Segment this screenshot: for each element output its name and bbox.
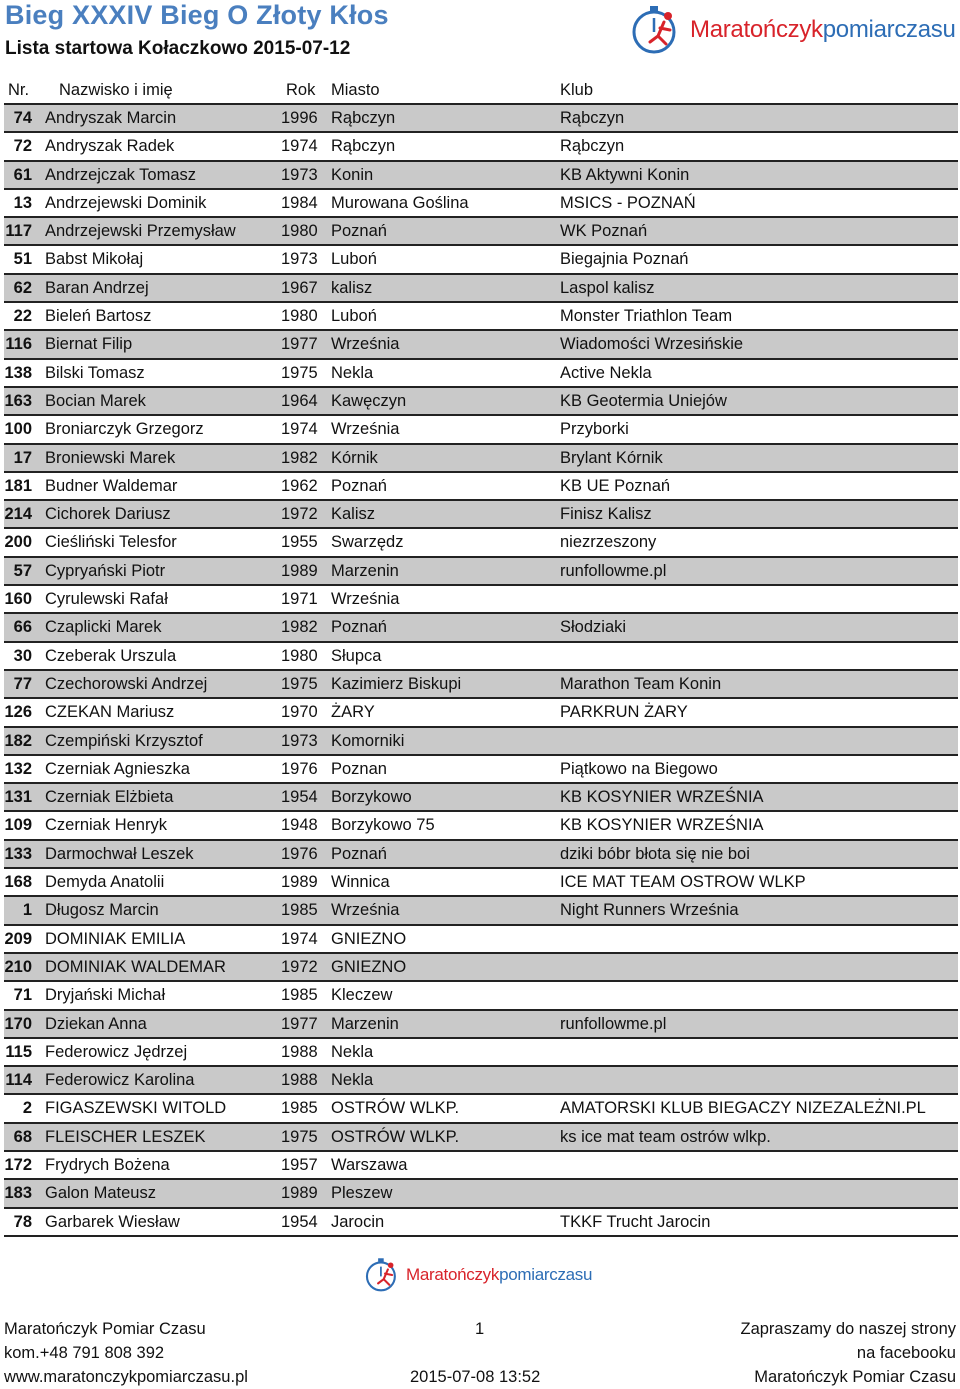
cell-year: 1985 [281, 986, 318, 1005]
cell-club: Marathon Team Konin [560, 674, 722, 693]
cell-year: 1967 [281, 278, 318, 297]
cell-city: Konin [331, 165, 374, 184]
cell-name: Darmochwał Leszek [45, 844, 194, 863]
cell-city: Września [331, 335, 400, 354]
table-row [4, 841, 958, 869]
cell-nr: 71 [13, 986, 32, 1005]
table-row [4, 586, 958, 614]
cell-year: 1989 [281, 561, 318, 580]
cell-club: MSICS - POZNAŃ [560, 193, 696, 212]
cell-club: PARKRUN ŻARY [560, 703, 688, 722]
table-row [4, 982, 958, 1010]
cell-year: 1985 [281, 1099, 318, 1118]
cell-club: KB UE Poznań [560, 476, 671, 495]
cell-year: 1996 [281, 109, 318, 127]
table-row [4, 501, 958, 529]
cell-nr: 68 [13, 1127, 32, 1146]
cell-name: Demyda Anatolii [45, 873, 165, 892]
table-row [4, 1152, 958, 1180]
table-row [4, 728, 958, 756]
cell-nr: 132 [4, 759, 32, 778]
cell-club: WK Poznań [560, 222, 648, 241]
cell-name: FIGASZEWSKI WITOLD [45, 1099, 227, 1118]
cell-club: KB KOSYNIER WRZEŚNIA [560, 788, 764, 807]
cell-year: 1975 [281, 674, 318, 693]
cell-nr: 163 [4, 391, 32, 410]
cell-name: Cichorek Dariusz [45, 505, 171, 524]
cell-city: Kalisz [331, 505, 376, 524]
table-row [4, 699, 958, 727]
cell-city: Września [331, 420, 400, 439]
cell-city: Poznan [331, 759, 387, 778]
cell-city: Poznań [331, 222, 387, 241]
cell-city: Kórnik [331, 448, 378, 467]
cell-name: Broniarczyk Grzegorz [45, 420, 204, 439]
cell-club: Brylant Kórnik [560, 448, 663, 467]
cell-nr: 66 [13, 618, 32, 637]
cell-nr: 115 [5, 1042, 32, 1061]
cell-club: Night Runners Września [560, 901, 739, 920]
cell-name: Długosz Marcin [45, 901, 159, 920]
cell-city: Rąbczyn [331, 109, 396, 127]
cell-nr: 57 [13, 561, 32, 580]
footer-invite: Zapraszamy do naszej strony [740, 1320, 956, 1338]
cell-club: Monster Triathlon Team [560, 307, 733, 326]
cell-city: ŻARY [331, 703, 375, 722]
cell-year: 1973 [281, 165, 318, 184]
cell-city: Borzykowo [331, 788, 412, 807]
table-row [4, 445, 958, 473]
footer-facebook-link[interactable]: na facebooku [856, 1344, 956, 1362]
page-title: Bieg XXXIV Bieg O Złoty Kłos [5, 0, 389, 30]
cell-year: 1955 [281, 533, 318, 552]
table-row [4, 897, 958, 925]
page-subtitle: Lista startowa Kołaczkowo 2015-07-12 [5, 38, 351, 59]
header-club: Klub [560, 81, 594, 99]
cell-nr: 181 [4, 476, 32, 495]
cell-name: Andrzejewski Przemysław [45, 222, 236, 241]
cell-club: Piątkowo na Biegowo [560, 759, 718, 778]
footer-page-number: 1 [475, 1320, 485, 1338]
header-city: Miasto [331, 81, 380, 99]
cell-club: Rąbczyn [560, 109, 625, 127]
cell-nr: 116 [5, 335, 32, 354]
cell-city: OSTRÓW WLKP. [331, 1099, 460, 1118]
cell-name: DOMINIAK WALDEMAR [45, 957, 226, 976]
cell-name: Dziekan Anna [45, 1014, 147, 1033]
cell-year: 1957 [281, 1155, 318, 1174]
table-row [4, 784, 958, 812]
cell-name: Bocian Marek [45, 391, 146, 410]
cell-city: Kazimierz Biskupi [331, 674, 462, 693]
cell-nr: 30 [13, 646, 32, 665]
cell-year: 1989 [281, 873, 318, 892]
cell-name: Federowicz Jędrzej [45, 1042, 188, 1061]
cell-name: Czaplicki Marek [45, 618, 162, 637]
cell-name: Babst Mikołaj [45, 250, 144, 269]
cell-nr: 210 [4, 957, 32, 976]
cell-year: 1980 [281, 646, 318, 665]
cell-name: Dryjański Michał [45, 986, 166, 1005]
cell-city: Jarocin [331, 1212, 385, 1231]
table-row [4, 869, 958, 897]
cell-city: Kawęczyn [331, 391, 407, 410]
table-row [4, 162, 958, 190]
cell-city: Poznań [331, 476, 387, 495]
table-row [4, 388, 958, 416]
cell-city: Rąbczyn [331, 137, 396, 156]
cell-year: 1975 [281, 363, 318, 382]
footer-company: Maratończyk Pomiar Czasu [4, 1320, 206, 1338]
cell-year: 1964 [281, 391, 318, 410]
cell-nr: 214 [4, 505, 32, 524]
cell-year: 1976 [281, 844, 318, 863]
cell-city: Murowana Goślina [331, 193, 469, 212]
cell-club: TKKF Trucht Jarocin [560, 1212, 711, 1231]
cell-name: Broniewski Marek [45, 448, 176, 467]
cell-year: 1977 [281, 1014, 318, 1033]
cell-year: 1972 [281, 505, 318, 524]
column-header-row [4, 78, 958, 104]
cell-name: Andrzejczak Tomasz [45, 165, 197, 184]
footer-facebook-name: Maratończyk Pomiar Czasu [754, 1368, 956, 1386]
cell-year: 1972 [281, 957, 318, 976]
cell-name: Cyrulewski Rafał [45, 590, 168, 609]
cell-nr: 170 [4, 1014, 32, 1033]
cell-club: ICE MAT TEAM OSTROW WLKP [560, 873, 806, 892]
cell-nr: 172 [4, 1155, 32, 1174]
table-row [4, 190, 958, 218]
cell-city: Luboń [331, 307, 377, 326]
table-row [4, 303, 958, 331]
cell-year: 1980 [281, 222, 318, 241]
table-row [4, 218, 958, 246]
table-row [4, 1180, 958, 1208]
cell-club: runfollowme.pl [560, 561, 667, 580]
cell-nr: 133 [4, 844, 32, 863]
cell-name: Czerniak Elżbieta [45, 788, 174, 807]
table-row [4, 614, 958, 642]
table-row [4, 643, 958, 671]
table-row [4, 1039, 958, 1067]
cell-name: Andrzejewski Dominik [45, 193, 207, 212]
footer-website-link[interactable]: www.maratonczykpomiarczasu.pl [4, 1368, 248, 1386]
cell-city: Nekla [331, 363, 374, 382]
cell-year: 1982 [281, 618, 318, 637]
cell-nr: 200 [4, 533, 32, 552]
table-row [4, 416, 958, 444]
cell-city: Nekla [331, 1071, 374, 1090]
table-row [4, 1067, 958, 1095]
cell-name: Czechorowski Andrzej [45, 674, 208, 693]
cell-year: 1974 [281, 137, 318, 156]
cell-name: Federowicz Karolina [45, 1071, 195, 1090]
cell-city: Luboń [331, 250, 377, 269]
cell-name: Bieleń Bartosz [45, 307, 152, 326]
cell-year: 1980 [281, 307, 318, 326]
cell-city: Marzenin [331, 1014, 399, 1033]
cell-club: Active Nekla [560, 363, 652, 382]
cell-city: Swarzędz [331, 533, 404, 552]
cell-year: 1977 [281, 335, 318, 354]
cell-name: Andryszak Radek [45, 137, 175, 156]
cell-club: dziki bóbr błota się nie boi [560, 844, 750, 863]
cell-year: 1970 [281, 703, 318, 722]
table-row [4, 1095, 958, 1123]
table-row [4, 1209, 958, 1237]
table-row [4, 529, 958, 557]
runner-stopwatch-icon [624, 2, 690, 58]
cell-city: Poznań [331, 618, 387, 637]
header-nr: Nr. [8, 81, 30, 99]
cell-name: Baran Andrzej [45, 278, 149, 297]
table-row [4, 360, 958, 388]
cell-city: Nekla [331, 1042, 374, 1061]
cell-nr: 168 [4, 873, 32, 892]
cell-year: 1962 [281, 476, 318, 495]
cell-nr: 74 [13, 109, 32, 127]
runner-stopwatch-icon [360, 1255, 406, 1295]
cell-city: Kleczew [331, 986, 393, 1005]
footer-logo [360, 1255, 592, 1295]
cell-year: 1973 [281, 731, 318, 750]
cell-club: Słodziaki [560, 618, 627, 637]
cell-year: 1985 [281, 901, 318, 920]
cell-year: 1954 [281, 788, 318, 807]
cell-nr: 183 [4, 1184, 32, 1203]
table-row [4, 331, 958, 359]
table-row [4, 756, 958, 784]
cell-city: Słupca [331, 646, 382, 665]
cell-nr: 2 [22, 1099, 32, 1118]
table-row [4, 1011, 958, 1039]
cell-year: 1984 [281, 193, 318, 212]
table-row [4, 105, 958, 133]
cell-nr: 62 [13, 278, 32, 297]
table-row [4, 133, 958, 161]
cell-nr: 109 [4, 816, 32, 835]
cell-year: 1988 [281, 1071, 318, 1090]
cell-year: 1976 [281, 759, 318, 778]
cell-year: 1974 [281, 929, 318, 948]
cell-name: Garbarek Wiesław [45, 1212, 180, 1231]
cell-city: Borzykowo 75 [331, 816, 435, 835]
cell-city: OSTRÓW WLKP. [331, 1127, 460, 1146]
table-row [4, 558, 958, 586]
cell-club: runfollowme.pl [560, 1014, 667, 1033]
cell-nr: 117 [5, 222, 32, 241]
cell-name: Czerniak Henryk [45, 816, 167, 835]
cell-club: ks ice mat team ostrów wlkp. [560, 1127, 771, 1146]
cell-name: Cypryański Piotr [45, 561, 166, 580]
cell-nr: 100 [4, 420, 32, 439]
cell-nr: 138 [4, 363, 32, 382]
table-row [4, 473, 958, 501]
cell-name: Cieśliński Telesfor [45, 533, 177, 552]
cell-city: Września [331, 901, 400, 920]
cell-name: Biernat Filip [45, 335, 133, 354]
cell-club: AMATORSKI KLUB BIEGACZY NIZEZALEŻNI.PL [560, 1099, 926, 1118]
cell-nr: 72 [13, 137, 32, 156]
cell-name: Frydrych Bożena [45, 1155, 170, 1174]
cell-club: Wiadomości Wrzesińskie [560, 335, 744, 354]
cell-club: Biegajnia Poznań [560, 250, 689, 269]
cell-city: Winnica [331, 873, 390, 892]
cell-club: KB Geotermia Uniejów [560, 391, 727, 410]
cell-club: niezrzeszony [560, 533, 657, 552]
table-row [4, 926, 958, 954]
cell-city: Pleszew [331, 1184, 393, 1203]
cell-city: GNIEZNO [331, 957, 407, 976]
cell-club: Przyborki [560, 420, 629, 439]
cell-nr: 114 [5, 1071, 32, 1090]
brand-logo-text: Maratończykpomiarczasu [690, 16, 956, 43]
cell-city: Poznań [331, 844, 387, 863]
cell-name: Czerniak Agnieszka [45, 759, 190, 778]
header-name: Nazwisko i imię [59, 81, 173, 99]
cell-nr: 209 [4, 929, 32, 948]
cell-city: Komorniki [331, 731, 405, 750]
cell-club: Finisz Kalisz [560, 505, 652, 524]
cell-nr: 78 [13, 1212, 32, 1231]
cell-nr: 126 [4, 703, 32, 722]
cell-name: Galon Mateusz [45, 1184, 156, 1203]
cell-club: KB KOSYNIER WRZEŚNIA [560, 816, 764, 835]
cell-nr: 77 [13, 674, 32, 693]
cell-nr: 1 [22, 901, 32, 920]
cell-nr: 13 [13, 193, 32, 212]
table-row [4, 671, 958, 699]
header-year: Rok [286, 81, 316, 99]
cell-year: 1954 [281, 1212, 318, 1231]
cell-club: Laspol kalisz [560, 278, 655, 297]
cell-city: Marzenin [331, 561, 399, 580]
cell-name: Bilski Tomasz [45, 363, 145, 382]
cell-name: Czeberak Urszula [45, 646, 177, 665]
brand-logo [624, 2, 956, 58]
cell-name: Budner Waldemar [45, 476, 178, 495]
cell-year: 1989 [281, 1184, 318, 1203]
table-row [4, 246, 958, 274]
cell-year: 1974 [281, 420, 318, 439]
cell-club: KB Aktywni Konin [560, 165, 690, 184]
cell-year: 1988 [281, 1042, 318, 1061]
table-row [4, 954, 958, 982]
cell-nr: 131 [4, 788, 32, 807]
cell-name: Andryszak Marcin [45, 109, 177, 127]
start-list-table [4, 105, 958, 1237]
cell-city: kalisz [331, 278, 373, 297]
cell-name: Czempiński Krzysztof [45, 731, 203, 750]
cell-year: 1975 [281, 1127, 318, 1146]
cell-name: DOMINIAK EMILIA [45, 929, 186, 948]
cell-club: Rąbczyn [560, 137, 625, 156]
cell-year: 1982 [281, 448, 318, 467]
cell-nr: 182 [4, 731, 32, 750]
cell-year: 1948 [281, 816, 318, 835]
cell-city: Września [331, 590, 400, 609]
cell-nr: 17 [13, 448, 32, 467]
cell-nr: 61 [13, 165, 32, 184]
footer-print-date: 2015-07-08 13:52 [410, 1368, 541, 1386]
table-row [4, 275, 958, 303]
table-row [4, 812, 958, 840]
cell-name: CZEKAN Mariusz [45, 703, 175, 722]
cell-year: 1973 [281, 250, 318, 269]
cell-name: FLEISCHER LESZEK [45, 1127, 206, 1146]
cell-nr: 22 [13, 307, 32, 326]
cell-city: GNIEZNO [331, 929, 407, 948]
cell-city: Warszawa [331, 1155, 408, 1174]
cell-nr: 160 [4, 590, 32, 609]
cell-year: 1971 [281, 590, 318, 609]
table-row [4, 1124, 958, 1152]
cell-nr: 51 [13, 250, 32, 269]
footer-logo-text: Maratończykpomiarczasu [406, 1265, 593, 1284]
footer-phone: kom.+48 791 808 392 [4, 1344, 165, 1362]
